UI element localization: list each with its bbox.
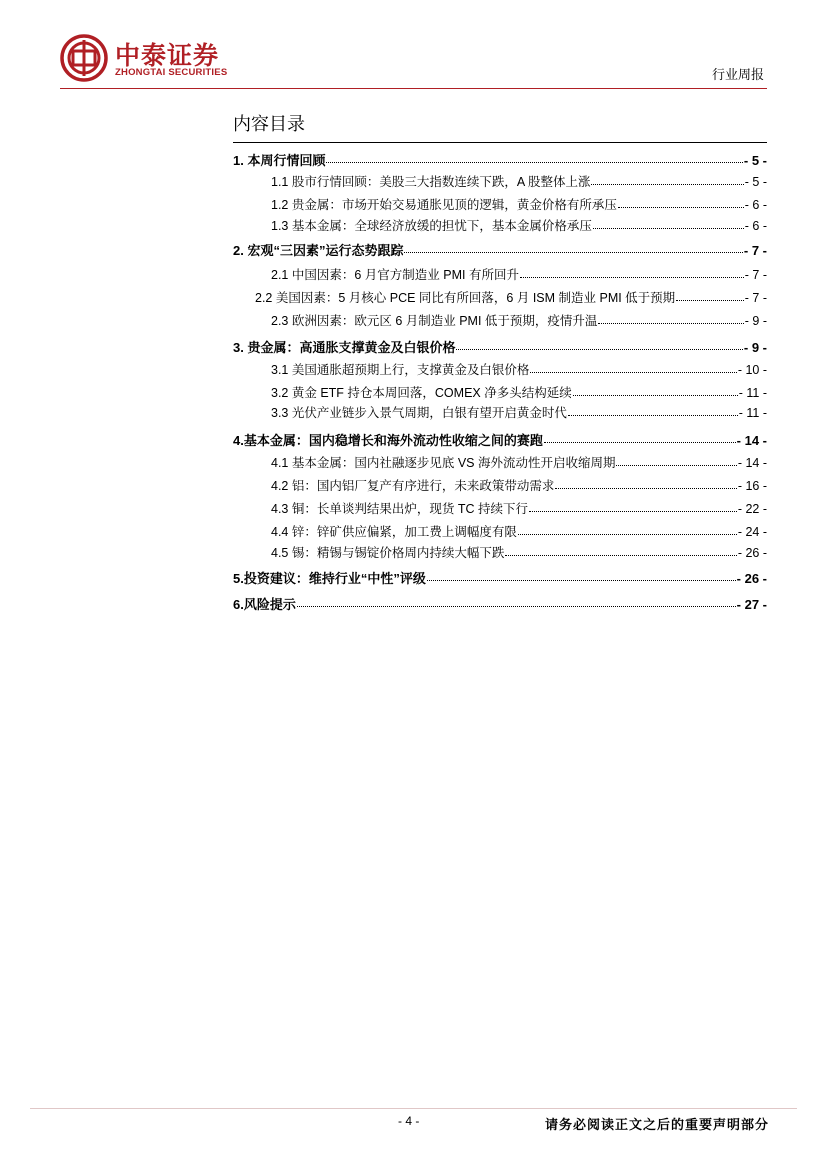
toc-entry[interactable] — [271, 453, 767, 471]
toc-title: 内容目录 — [233, 114, 305, 135]
toc-leader-dots — [456, 340, 742, 350]
toc-entry-page: - 26 - — [737, 546, 767, 560]
toc-entry[interactable] — [255, 288, 767, 306]
toc-entry[interactable] — [233, 568, 767, 586]
toc-leader-dots — [573, 386, 738, 396]
toc-entry-page: - 14 - — [737, 456, 767, 470]
toc-entry-page: - 7 - — [743, 243, 767, 258]
report-type-label: 行业周报 — [711, 67, 764, 82]
toc-entry-page: - 6 - — [744, 219, 767, 233]
toc-entry[interactable] — [233, 430, 767, 448]
toc-entry-title: 2.1 中国因素：6 月官方制造业 PMI 有所回升 — [271, 268, 519, 282]
toc-entry-title: 3.1 美国通胀超预期上行，支撑黄金及白银价格 — [271, 363, 530, 377]
toc-entry[interactable] — [271, 195, 767, 213]
toc-entry-title: 1. 本周行情回顾 — [233, 153, 326, 168]
toc-entry-title: 2.2 美国因素：5 月核心 PCE 同比有所回落，6 月 ISM 制造业 PMI 低于预期 — [255, 291, 676, 305]
brand-logo — [60, 34, 250, 84]
toc-leader-dots — [326, 153, 742, 163]
toc-entry[interactable] — [233, 240, 767, 258]
toc-leader-dots — [529, 502, 737, 512]
toc-leader-dots — [427, 571, 736, 581]
toc-entry[interactable] — [271, 403, 767, 421]
toc-entry-page: - 16 - — [737, 479, 767, 493]
toc-entry-title: 4.4 锌：锌矿供应偏紧，加工费上调幅度有限 — [271, 525, 517, 539]
toc-entry-page: - 5 - — [744, 175, 767, 189]
toc-entry-page: - 9 - — [743, 340, 767, 355]
zhongtai-logo-icon — [60, 34, 108, 82]
toc-entry-page: - 10 - — [737, 363, 767, 377]
toc-entry-page: - 27 - — [736, 597, 767, 612]
toc-entry-title: 5.投资建议：维持行业“中性”评级 — [233, 571, 426, 586]
toc-leader-dots — [530, 363, 736, 373]
brand-name-cn: 中泰证券 — [115, 42, 220, 70]
toc-entry-page: - 9 - — [744, 314, 767, 328]
footer-divider — [30, 1108, 797, 1109]
toc-entry-title: 4.1 基本金属：国内社融逐步见底 VS 海外流动性开启收缩周期 — [271, 456, 616, 470]
header-divider — [60, 88, 767, 89]
toc-entry-page: - 7 - — [744, 291, 767, 305]
toc-entry[interactable] — [271, 543, 767, 561]
toc-entry[interactable] — [271, 216, 767, 234]
toc-entry-title: 1.3 基本金属：全球经济放缓的担忧下，基本金属价格承压 — [271, 219, 592, 233]
toc-leader-dots — [618, 198, 744, 208]
toc-entry[interactable] — [271, 476, 767, 494]
toc-entry-page: - 24 - — [737, 525, 767, 539]
toc-entry-title: 1.1 股市行情回顾：美股三大指数连续下跌，A 股整体上涨 — [271, 175, 591, 189]
toc-entry-title: 4.基本金属：国内稳增长和海外流动性收缩之间的赛跑 — [233, 433, 543, 448]
toc-entry[interactable] — [271, 522, 767, 540]
toc-leader-dots — [544, 433, 736, 443]
toc-entry[interactable] — [233, 150, 767, 168]
toc-entry-page: - 5 - — [743, 153, 767, 168]
toc-leader-dots — [520, 268, 744, 278]
toc-title-underline — [233, 142, 767, 143]
page-number: - 4 - — [398, 1114, 420, 1128]
toc-entry-title: 3.3 光伏产业链步入景气周期，白银有望开启黄金时代 — [271, 406, 567, 420]
toc-entry[interactable] — [233, 594, 767, 612]
toc-leader-dots — [297, 597, 736, 607]
toc-entry-title: 2.3 欧洲因素：欧元区 6 月制造业 PMI 低于预期，疫情升温 — [271, 314, 598, 328]
toc-leader-dots — [676, 291, 744, 301]
toc-leader-dots — [555, 479, 736, 489]
toc-entry-title: 4.5 锡：精锡与锡锭价格周内持续大幅下跌 — [271, 546, 505, 560]
toc-leader-dots — [591, 175, 743, 185]
toc-entry-title: 4.2 铝：国内铝厂复产有序进行，未来政策带动需求 — [271, 479, 555, 493]
toc-leader-dots — [616, 456, 736, 466]
toc-entry[interactable] — [233, 337, 767, 355]
toc-entry-page: - 11 - — [738, 406, 767, 420]
toc-entry[interactable] — [271, 172, 767, 190]
toc-leader-dots — [404, 243, 742, 253]
toc-entry-page: - 14 - — [736, 433, 767, 448]
toc-entry-page: - 22 - — [737, 502, 767, 516]
toc-entry[interactable] — [271, 265, 767, 283]
toc-entry[interactable] — [271, 311, 767, 329]
toc-entry-page: - 11 - — [738, 386, 767, 400]
toc-entry-title: 3.2 黄金 ETF 持仓本周回落，COMEX 净多头结构延续 — [271, 386, 572, 400]
toc-entry-title: 6.风险提示 — [233, 597, 296, 612]
toc-entry-page: - 7 - — [744, 268, 767, 282]
toc-entry-page: - 26 - — [736, 571, 767, 586]
toc-entry-title: 3. 贵金属：高通胀支撑黄金及白银价格 — [233, 340, 456, 355]
toc-leader-dots — [568, 406, 738, 416]
toc-entry-title: 4.3 铜：长单谈判结果出炉，现货 TC 持续下行 — [271, 502, 528, 516]
toc-entry[interactable] — [271, 360, 767, 378]
toc-entry[interactable] — [271, 383, 767, 401]
footer-disclaimer: 请务必阅读正文之后的重要声明部分 — [544, 1117, 769, 1132]
toc-leader-dots — [593, 219, 744, 229]
toc-entry-page: - 6 - — [744, 198, 767, 212]
toc-leader-dots — [505, 546, 736, 556]
toc-leader-dots — [518, 525, 737, 535]
toc-entry[interactable] — [271, 499, 767, 517]
toc-entry-title: 2. 宏观“三因素”运行态势跟踪 — [233, 243, 404, 258]
brand-name-en: ZHONGTAI SECURITIES — [115, 67, 228, 78]
toc-leader-dots — [598, 314, 743, 324]
toc-entry-title: 1.2 贵金属：市场开始交易通胀见顶的逻辑，黄金价格有所承压 — [271, 198, 617, 212]
